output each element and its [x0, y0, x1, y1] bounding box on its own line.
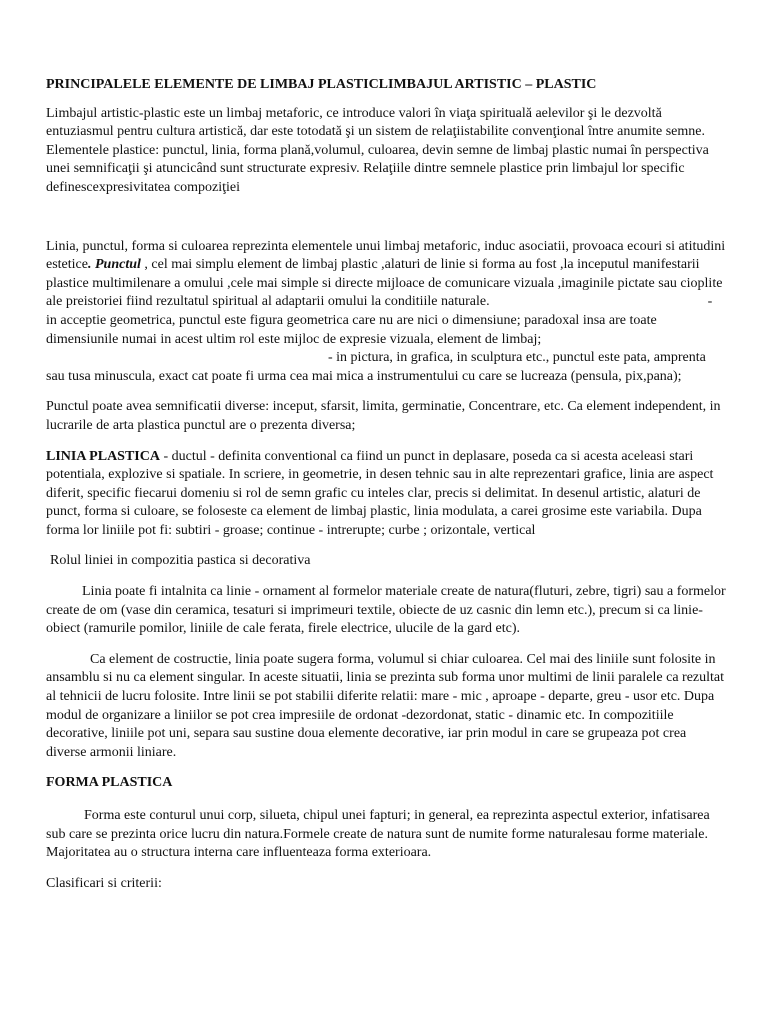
punctul-text-4: amprenta sau tusa minuscula, exact cat poate fi urma cea mai mica a instrumentului cu care se lucreaza (pensula, pix,pana); — [46, 350, 706, 384]
linia-constructie-paragraph: Ca element de costructie, linia poate sugera forma, volumul si chiar culoarea. Cel mai des liniile sunt folosite in ansamblu si nu ca element singular. In aceste situatii, linia se prezinta sub forma unor multimi de linii paralele ca rezultat al tehnicii de lucru folosite. Intre linii se pot stabilii diferite relatii: mare - mic , aproape - departe, greu - usor etc. Dupa modul de organizare a liniilor se pot crea impresiile de ordonat -dezordonat, static - dinamic etc. In compozitiile decorative, liniile pot uni, separa sau sustine doua elemente decorative, iar prin modul in care se grupeaza pot crea diverse armonii liniare. — [46, 651, 725, 760]
linia-heading: LINIA PLASTICA — [46, 448, 160, 464]
punctul-paragraph — [46, 238, 726, 387]
punctul-text-3: punctul este figura geometrica care nu are nici o dimensiune; paradoxal insa are toate dimensiunile numai in acest ultim rol este mijloc de expresie vizuala, element de limbaj; — [46, 312, 657, 347]
linia-text: - ductul - definita conventional ca fiind un punct in deplasare, poseda ca si acesta aceleasi stari potentiala, explozive si spatiale. In scriere, in geometrie, in desen tehnic sau in alte reprezentari grafice, linia are aspect diferit, specific fiecarui domeniu si rol de semn grafic cu inteles clar, precis si delimitat. In desenul artistic, alaturi de punct, forma si culoare, se foloseste ca element de limbaj plastic, linia modulata, a carei grosime este variabila. Dupa forma lor liniile pot fi: subtiri - groase; continue - intrerupte; curbe ; orizontale, vertical — [46, 448, 714, 538]
punctul-item-1: - in acceptie geometrica, — [46, 294, 713, 328]
linia-ornament-paragraph: Linia poate fi intalnita ca linie - ornament al formelor materiale create de natura(fluturi, zebre, tigri) sau a formelor create de om (vase din ceramica, tesaturi si imprimeuri textile, obiecte de uz casnic din lemn etc.), precum si ca linie-obiect (ramurile pomilor, liniile de cale ferata, firele electrice, ulucile de la gard etc). — [46, 584, 726, 637]
document-page — [46, 76, 726, 905]
punctul-text-2: , cel mai simplu element de limbaj plastic ,alaturi de linie si forma au fost ,la inceputul manifestarii plastice multimilenare a omului ,cele mai simple si directe mijloace de comunicare vizuala ,imaginile pictate sau cioplite ale preistoriei fiind rezultatul spiritual al adaptarii omului la conditiile naturale. — [46, 257, 723, 310]
punctul-meanings-paragraph: Punctul poate avea semnificatii diverse: inceput, sfarsit, limita, germinatie, Concentrare, etc. Ca element independent, in lucrarile de arta plastica punctul are o prezenta diversa; — [46, 399, 721, 433]
punctul-text-1: Linia, punctul, forma si culoarea reprezinta elementele unui limbaj metaforic, induc asociatii, provoaca ecouri si atitudini estetice — [46, 238, 726, 273]
clasificari-line: Clasificari si criterii: — [46, 875, 162, 891]
forma-plastica-heading: FORMA PLASTICA — [46, 775, 173, 791]
forma-paragraph: Forma este conturul unui corp, silueta, chipul unei fapturi; in general, ea reprezinta aspectul exterior, infatisarea sub care se prezinta orice lucru din natura.Formele create de natura sunt de numite forme naturalesau forme materiale. Majoritatea au o structura interna care influenteaza forma exterioara. — [46, 808, 710, 861]
punctul-term: . Punctul — [87, 257, 141, 273]
rolul-liniei-subtitle: Rolul liniei in compozitia pastica si decorativa — [50, 553, 311, 569]
intro-paragraph: Limbajul artistic-plastic este un limbaj metaforic, ce introduce valori în viaţa spirituală aelevilor şi le dezvoltă entuziasmul pentru cultura artistică, dar este totodată şi un sistem de relaţiistabilite convenţional între anumite semne. Elementele plastice: punctul, linia, forma plană,volumul, culoarea, devin semne de limbaj plastic numai în perspectiva unei semnificaţii şi atuncicând sunt structurate expresiv. Relaţiile dintre semnele plastice prin limbajul lor specific definescexpresivitatea compoziţiei — [46, 105, 709, 195]
linia-paragraph — [46, 448, 726, 541]
punctul-item-2: - in pictura, in grafica, in sculptura etc., punctul este pata, — [328, 350, 651, 366]
document-title: PRINCIPALELE ELEMENTE DE LIMBAJ PLASTICLIMBAJUL ARTISTIC – PLASTIC — [46, 77, 597, 92]
